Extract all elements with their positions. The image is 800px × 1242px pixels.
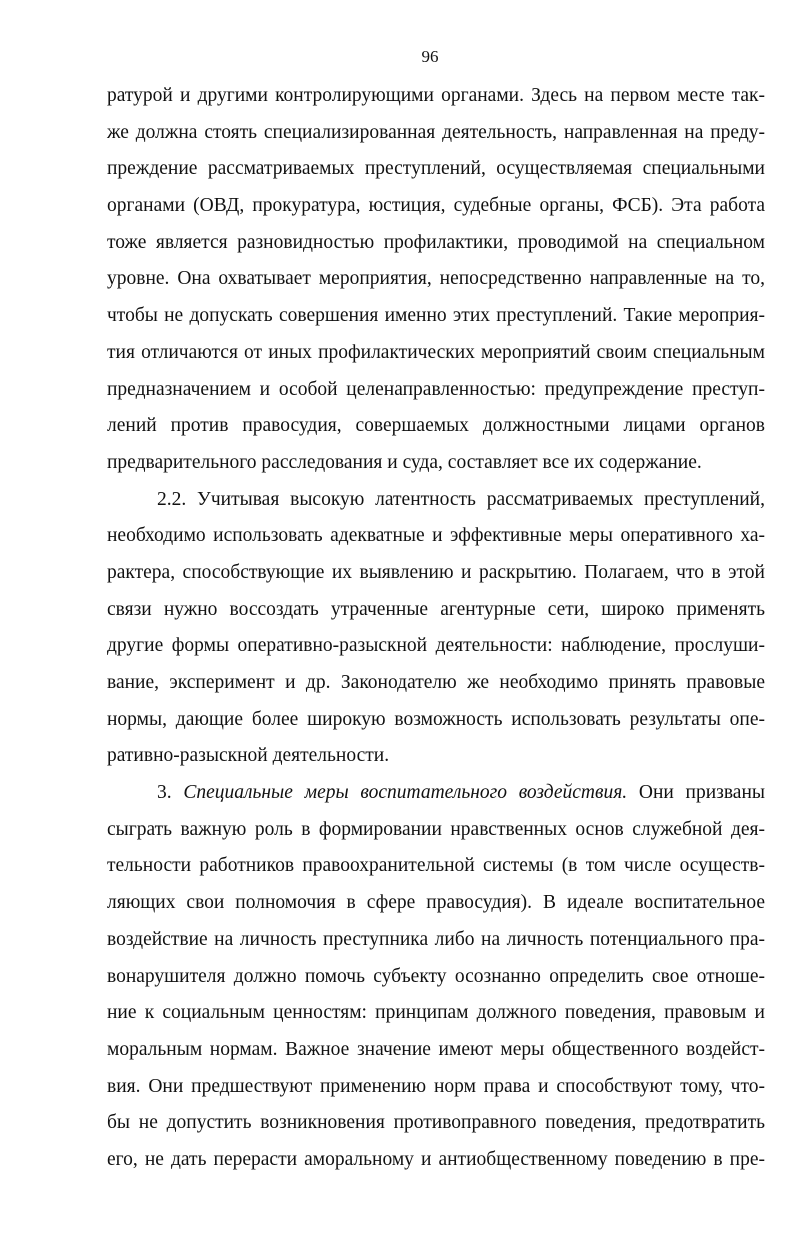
text-line-25: вонарушителя должно помочь субъекту осознанно определить свое отноше- [107,965,765,987]
text-line-18: нормы, дающие более широкую возможность использовать результаты опе- [107,708,765,730]
text-line-2: же должна стоять специализированная деятельность, направленная на преду- [107,121,765,143]
text-line-19: ративно-разыскной деятельности. [107,745,390,767]
text-line-10: лений против правосудия, совершаемых должностными лицами органов [107,415,765,437]
section-number: 3. [157,782,184,804]
text-line-30: его, не дать перерасти аморальному и антиобщественному поведению в пре- [107,1148,765,1170]
text-line-28: вия. Они предшествуют применению норм права и способствуют тому, что- [107,1075,765,1097]
text-line-7: чтобы не допускать совершения именно этих преступлений. Такие мероприя- [107,305,765,327]
text-line-15: связи нужно воссоздать утраченные агентурные сети, широко применять [107,598,765,620]
text-line-17: вание, эксперимент и др. Законодателю же необходимо принять правовые [107,672,765,693]
text-line-8: тия отличаются от иных профилактических мероприятий своим специальным [107,341,765,363]
text-line-20-rest: Они призваны [627,782,766,804]
section-heading-italic: Специальные меры воспитательного воздействия. [183,782,628,804]
text-line-21: сыграть важную роль в формировании нравственных основ служебной дея- [107,818,765,840]
document-body [107,78,765,1179]
text-line-24: воздействие на личность преступника либо на личность потенциального пра- [107,928,765,950]
text-line-26: ние к социальным ценностям: принципам должного поведения, правовым и [107,1002,765,1024]
text-line-13: необходимо использовать адекватные и эффективные меры оперативного ха- [107,525,765,547]
text-line-23: ляющих свои полномочия в сфере правосудия). В идеале воспитательное [107,892,765,914]
page-number: 96 [421,47,439,66]
text-line-29: бы не допустить возникновения противоправного поведения, предотвратить [107,1112,765,1134]
text-line-5: тоже является разновидностью профилактики, проводимой на специальном [107,231,765,253]
text-line-9: предназначением и особой целенаправленностью: предупреждение преступ- [107,378,765,400]
text-line-12: 2.2. Учитывая высокую латентность рассматриваемых преступлений, [157,488,765,510]
text-line-1: ратурой и другими контролирующими органами. Здесь на первом месте так- [107,85,765,106]
text-line-6: уровне. Она охватывает мероприятия, непосредственно направленные на то, [107,268,765,290]
text-line-11: предварительного расследования и суда, составляет все их содержание. [107,451,702,473]
text-line-20 [107,775,765,812]
text-line-4: органами (ОВД, прокуратура, юстиция, судебные органы, ФСБ). Эта работа [107,195,765,217]
text-line-16: другие формы оперативно-разыскной деятельности: наблюдение, прослуши- [107,635,765,657]
text-line-14: рактера, способствующие их выявлению и раскрытию. Полагаем, что в этой [107,561,765,583]
text-line-27: моральным нормам. Важное значение имеют меры общественного воздейст- [107,1038,765,1060]
text-line-22: тельности работников правоохранительной системы (в том числе осуществ- [107,855,765,877]
text-line-3: преждение рассматриваемых преступлений, осуществляемая специальными [107,158,765,180]
